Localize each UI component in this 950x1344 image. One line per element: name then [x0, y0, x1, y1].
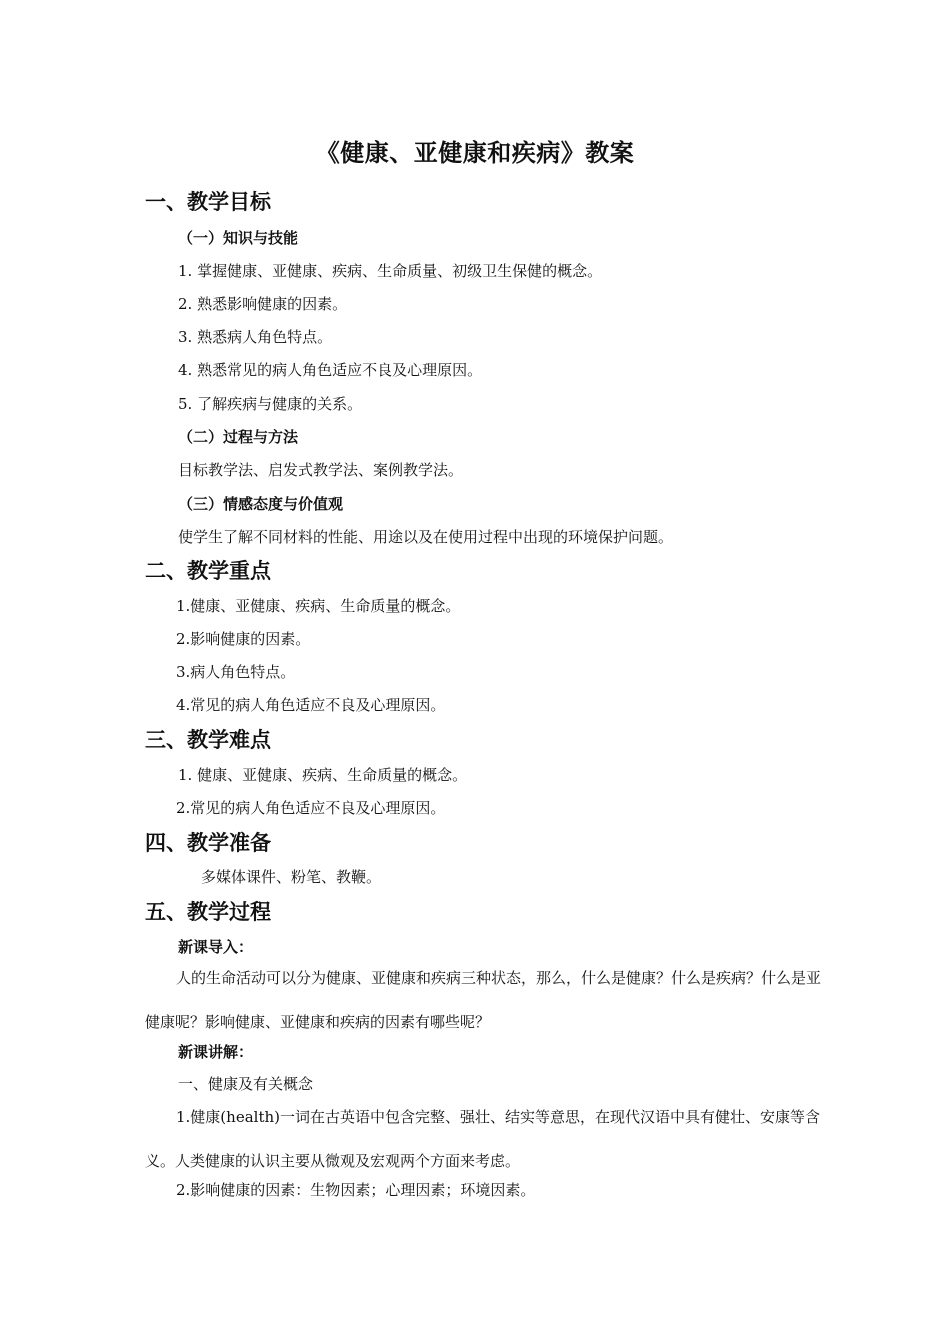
- document-title: 《健康、亚健康和疾病》教案: [315, 139, 635, 167]
- paragraph: 2.影响健康的因素：生物因素；心理因素；环境因素。: [176, 1181, 536, 1199]
- list-item: 1.健康、亚健康、疾病、生命质量的概念。: [176, 597, 461, 615]
- list-item: 4.常见的病人角色适应不良及心理原因。: [176, 696, 446, 714]
- label-new-lesson-lecture: 新课讲解：: [178, 1043, 254, 1061]
- list-item: 1. 掌握健康、亚健康、疾病、生命质量、初级卫生保健的概念。: [178, 262, 603, 280]
- subheading-process-methods: （二）过程与方法: [178, 428, 299, 446]
- subheading-knowledge-skills: （一）知识与技能: [178, 229, 299, 247]
- list-item: 2.影响健康的因素。: [176, 630, 311, 648]
- paragraph: 一、健康及有关概念: [178, 1075, 314, 1093]
- paragraph-text: 人的生命活动可以分为健康、亚健康和疾病三种状态，那么，什么是健康？什么是疾病？什么是亚健康呢？影响健康、亚健康和疾病的因素有哪些呢？: [145, 969, 822, 1031]
- section-heading-preparation: 四、教学准备: [145, 831, 271, 855]
- section-heading-process: 五、教学过程: [145, 900, 271, 924]
- paragraph-text: 1.健康(health)一词在古英语中包含完整、强壮、结实等意思，在现代汉语中具有健壮、安康等含义。人类健康的认识主要从微观及宏观两个方面来考虑。: [145, 1108, 820, 1170]
- list-item: 3. 熟悉病人角色特点。: [178, 328, 333, 346]
- paragraph: 使学生了解不同材料的性能、用途以及在使用过程中出现的环境保护问题。: [178, 528, 674, 546]
- list-item: 2.常见的病人角色适应不良及心理原因。: [176, 799, 446, 817]
- paragraph-health-definition: [145, 1095, 825, 1183]
- list-item: 5. 了解疾病与健康的关系。: [178, 395, 363, 413]
- label-new-lesson-intro: 新课导入：: [178, 938, 254, 956]
- section-heading-objectives: 一、教学目标: [145, 190, 271, 214]
- list-item: 4. 熟悉常见的病人角色适应不良及心理原因。: [178, 361, 483, 379]
- section-heading-difficulties: 三、教学难点: [145, 728, 271, 752]
- paragraph: 目标教学法、启发式教学法、案例教学法。: [178, 461, 464, 479]
- list-item: 3.病人角色特点。: [176, 663, 296, 681]
- list-item: 1. 健康、亚健康、疾病、生命质量的概念。: [178, 766, 468, 784]
- list-item: 2. 熟悉影响健康的因素。: [178, 295, 348, 313]
- paragraph-intro: [145, 956, 825, 1044]
- paragraph: 多媒体课件、粉笔、教鞭。: [201, 868, 382, 886]
- section-heading-key-points: 二、教学重点: [145, 559, 271, 583]
- subheading-attitudes-values: （三）情感态度与价值观: [178, 495, 344, 513]
